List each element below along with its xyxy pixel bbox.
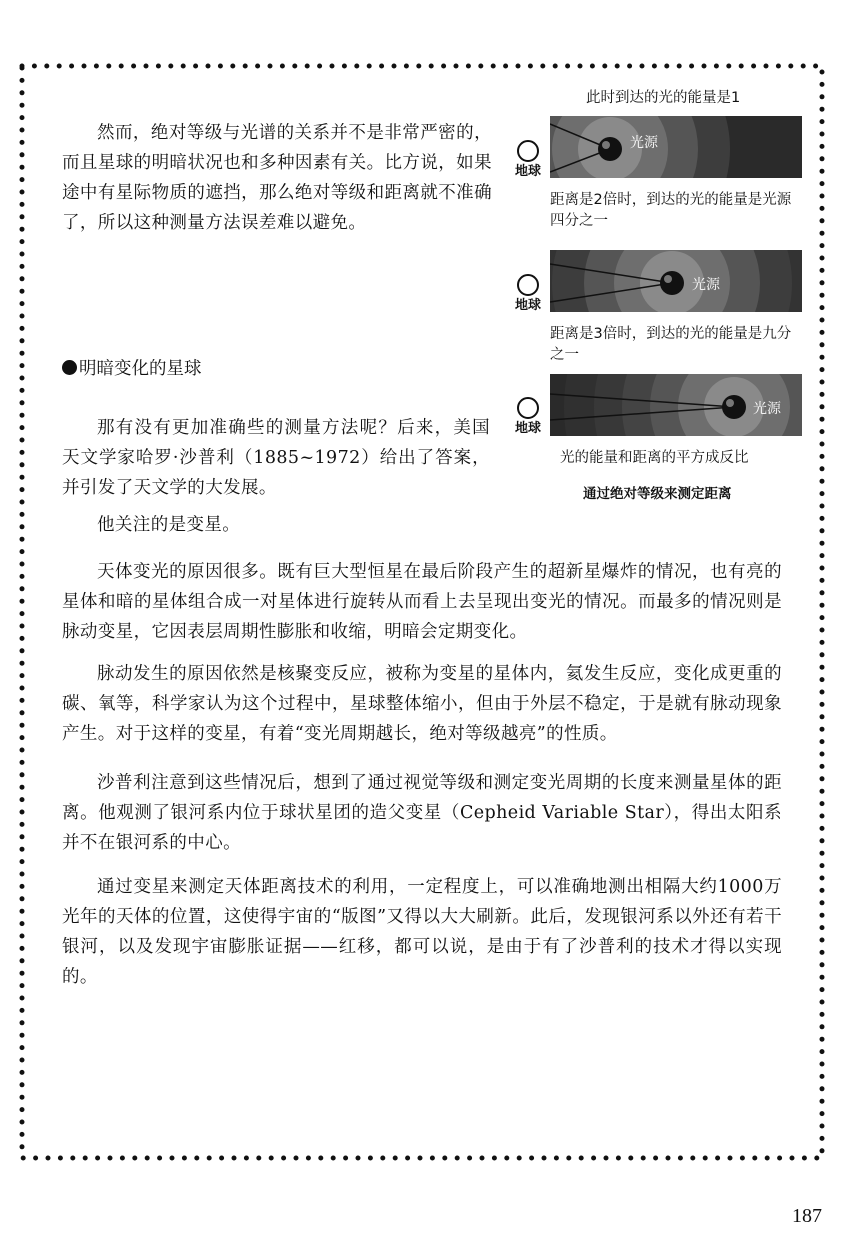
caption-top: 此时到达的光的能量是1 [586, 90, 741, 106]
source-label: 光源 [692, 277, 720, 293]
paragraph-variable-stars: 他关注的是变星。 [97, 515, 241, 535]
caption-distance-3x: 距离是3倍时，到达的光的能量是九分之一 [550, 326, 792, 363]
paragraph-pulsation: 脉动发生的原因依然是核聚变反应，被称为变星的星体内，氦发生反应，变化成更重的碳、氧等，科学家认为这个过程中，星球整体缩小，但由于外层不稳定，于是就有脉动现象产生。对于这样的变星，有着“变光周期越长，绝对等级越亮”的性质。 [62, 664, 782, 744]
figure-title: 通过绝对等级来测定距离 [583, 486, 732, 502]
section-heading: 明暗变化的星球 [62, 354, 202, 384]
paragraph-intro: 然而，绝对等级与光谱的关系并不是非常严密的，而且星球的明暗状况也和多种因素有关。比方说，如果途中有星际物质的遮挡，那么绝对等级和距离就不准确了，所以这种测量方法误差难以避免。 [62, 123, 492, 233]
paragraph-conclusion: 通过变星来测定天体距离技术的利用，一定程度上，可以准确地测出相隔大约1000万光年的天体的位置，这使得宇宙的“版图”又得以大大刷新。此后，发现银河系以外还有若干银河，以及发现宇宙膨胀证据——红移，都可以说，是由于有了沙普利的技术才得以实现的。 [62, 877, 782, 987]
paragraph-causes: 天体变光的原因很多。既有巨大型恒星在最后阶段产生的超新星爆炸的情况，也有亮的星体和暗的星体组合成一对星体进行旋转从而看上去呈现出变光的情况。而最多的情况则是脉动变星，它因表层周期性膨胀和收缩，明暗会定期变化。 [62, 562, 782, 642]
earth-marker: 地球 [508, 140, 548, 180]
caption-inverse-square: 光的能量和距离的平方成反比 [560, 450, 749, 466]
light-panel-2 [550, 250, 802, 312]
light-panel-3 [550, 374, 802, 436]
earth-marker: 地球 [508, 397, 548, 437]
source-label: 光源 [630, 135, 658, 151]
earth-circle-icon [517, 140, 539, 162]
earth-circle-icon [517, 397, 539, 419]
caption-distance-2x: 距离是2倍时，到达的光的能量是光源四分之一 [550, 192, 792, 229]
page-number: 187 [792, 1205, 822, 1227]
bullet-dot-icon [62, 360, 77, 375]
light-panel-1 [550, 116, 802, 178]
paragraph-question: 那有没有更加准确些的测量方法呢？后来，美国天文学家哈罗·沙普利（1885~1972）给出了答案，并引发了天文学的大发展。 [62, 418, 490, 498]
source-label: 光源 [753, 401, 781, 417]
earth-circle-icon [517, 274, 539, 296]
paragraph-shapley: 沙普利注意到这些情况后，想到了通过视觉等级和测定变光周期的长度来测量星体的距离。他观测了银河系内位于球状星团的造父变星（Cepheid Variable Star），得出太阳系并不在银河系的中心。 [62, 773, 782, 853]
earth-marker: 地球 [508, 274, 548, 314]
